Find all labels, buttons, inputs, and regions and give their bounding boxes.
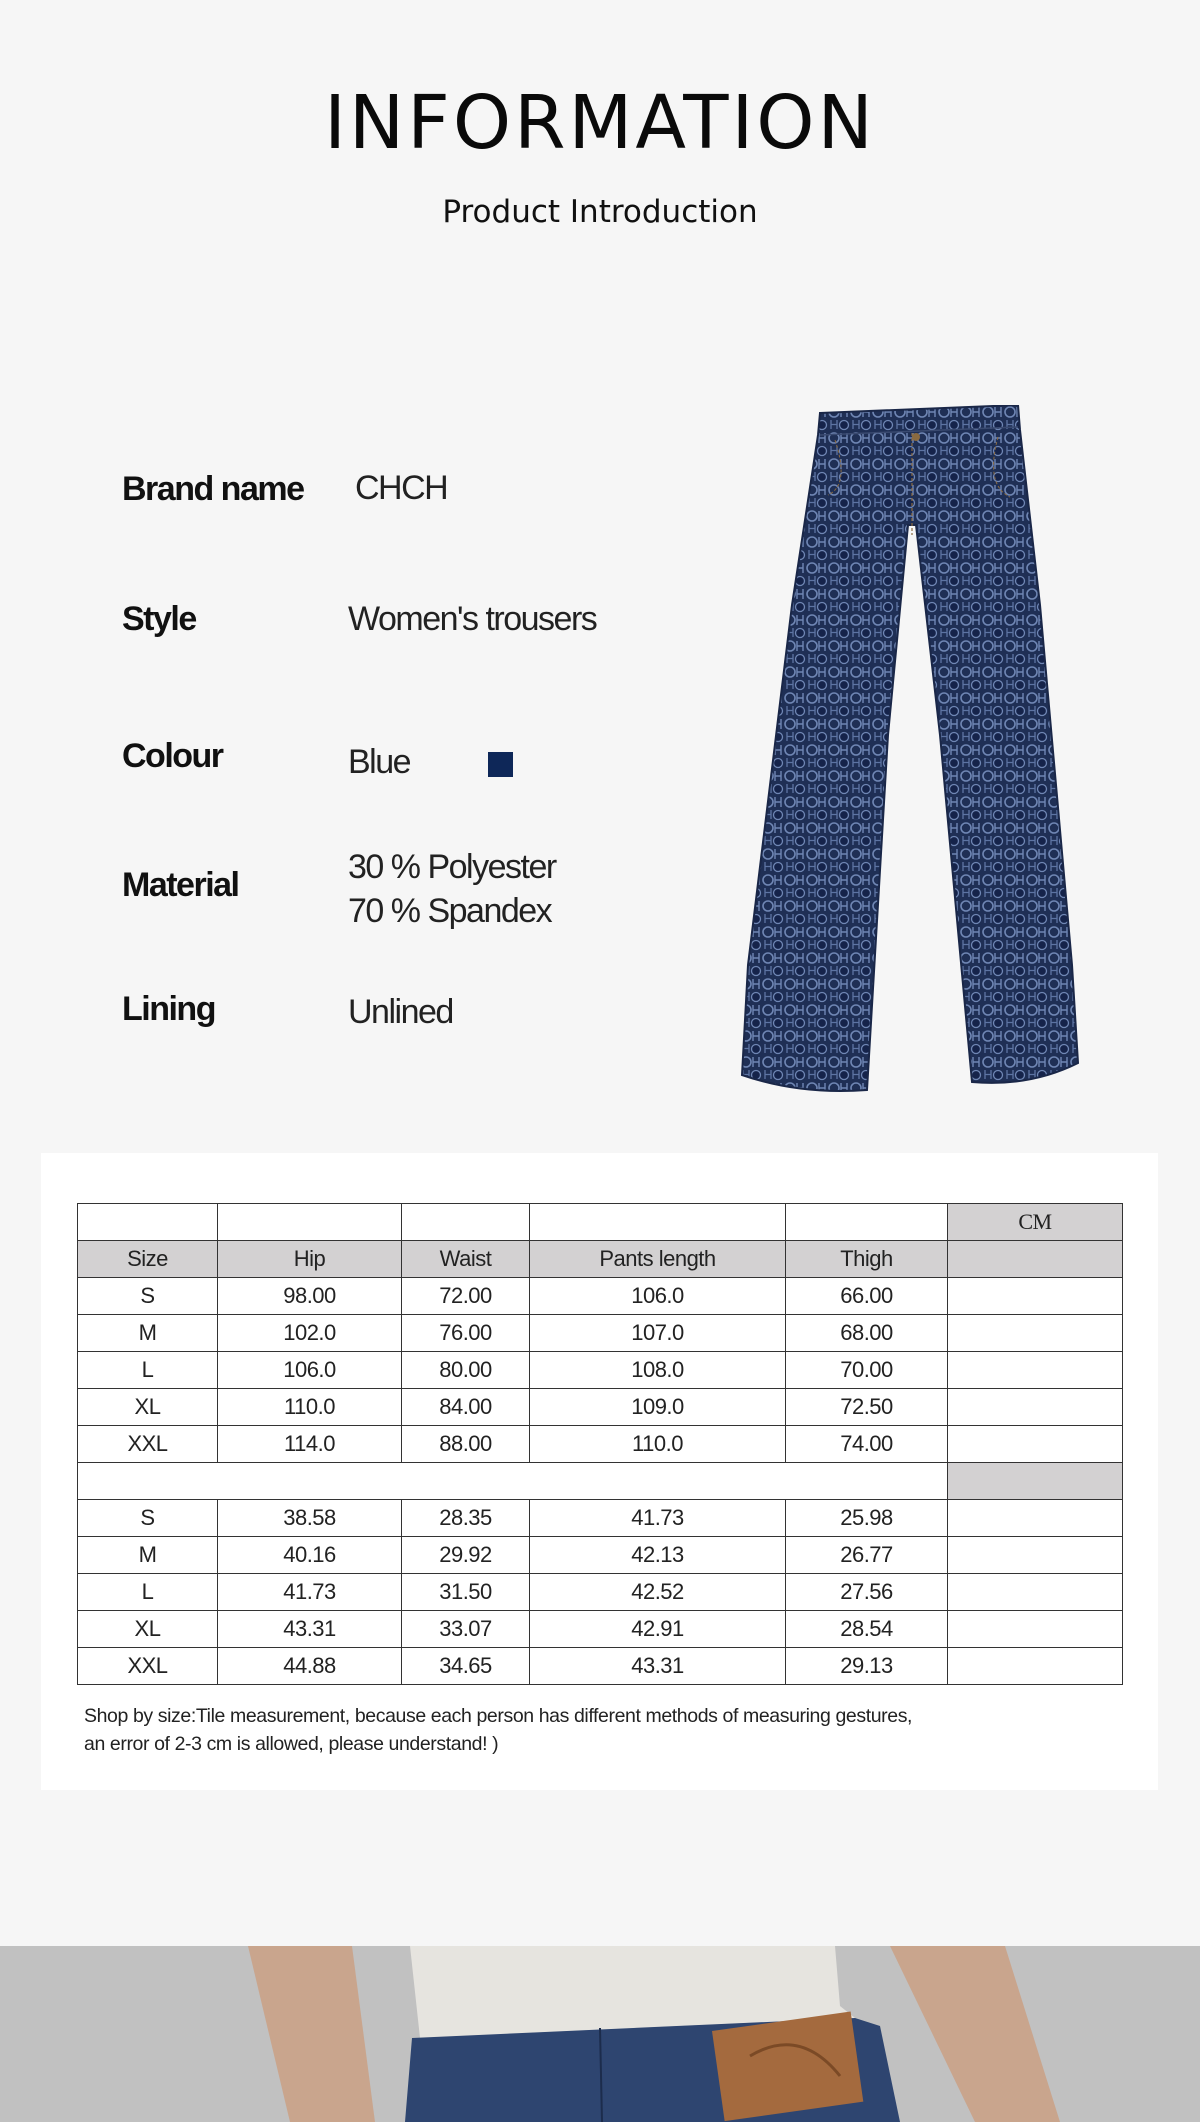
measurement-cell: 106.0 [218, 1352, 402, 1389]
model-photo [0, 1946, 1200, 2122]
material-line-1: 30 % Polyester [348, 848, 556, 886]
measurement-cell: 72.50 [786, 1389, 948, 1426]
table-row-blank-top [78, 1204, 1123, 1241]
measurement-cell: 41.73 [218, 1574, 402, 1611]
spec-material-value [348, 845, 556, 933]
measurement-cell: 70.00 [786, 1352, 948, 1389]
measurement-cell: 72.00 [402, 1278, 530, 1315]
measurement-cell: 42.13 [530, 1537, 786, 1574]
size-cell: XXL [78, 1648, 218, 1685]
size-chart-table [77, 1203, 1123, 1685]
table-header-row [78, 1241, 1123, 1278]
measurement-cell: 42.91 [530, 1611, 786, 1648]
col-header-pants-length: Pants length [530, 1241, 786, 1278]
size-cell: S [78, 1278, 218, 1315]
table-row [78, 1315, 1123, 1352]
spec-lining-label: Lining [122, 990, 215, 1028]
material-line-2: 70 % Spandex [348, 892, 552, 930]
measurement-cell: 80.00 [402, 1352, 530, 1389]
spec-material-label: Material [122, 866, 239, 904]
measurement-cell: 31.50 [402, 1574, 530, 1611]
size-cell: XXL [78, 1426, 218, 1463]
spec-lining-value: Unlined [348, 993, 453, 1031]
table-row [78, 1389, 1123, 1426]
size-note-line-2: an error of 2-3 cm is allowed, please understand! ) [84, 1733, 499, 1755]
measurement-cell: 114.0 [218, 1426, 402, 1463]
measurement-cell: 109.0 [530, 1389, 786, 1426]
table-row [78, 1352, 1123, 1389]
measurement-cell: 106.0 [530, 1278, 786, 1315]
measurement-cell: 26.77 [786, 1537, 948, 1574]
measurement-cell: 29.13 [786, 1648, 948, 1685]
measurement-cell: 41.73 [530, 1500, 786, 1537]
table-row [78, 1426, 1123, 1463]
table-row [78, 1648, 1123, 1685]
size-cell: M [78, 1315, 218, 1352]
wide-leg-jeans-image [740, 405, 1085, 1095]
page-subtitle: Product Introduction [442, 194, 758, 230]
measurement-cell: 38.58 [218, 1500, 402, 1537]
measurement-cell: 107.0 [530, 1315, 786, 1352]
measurement-cell: 66.00 [786, 1278, 948, 1315]
measurement-cell: 84.00 [402, 1389, 530, 1426]
spec-style-label: Style [122, 600, 196, 638]
table-row [78, 1611, 1123, 1648]
size-cell: S [78, 1500, 218, 1537]
measurement-cell: 88.00 [402, 1426, 530, 1463]
measurement-cell: 43.31 [218, 1611, 402, 1648]
measurement-cell: 40.16 [218, 1537, 402, 1574]
size-cell: M [78, 1537, 218, 1574]
size-cell: L [78, 1574, 218, 1611]
measurement-cell: 25.98 [786, 1500, 948, 1537]
table-row [78, 1537, 1123, 1574]
spec-style-value: Women's trousers [348, 600, 597, 638]
measurement-cell: 43.31 [530, 1648, 786, 1685]
col-header-waist: Waist [402, 1241, 530, 1278]
page-title: INFORMATION [324, 80, 876, 166]
measurement-cell: 76.00 [402, 1315, 530, 1352]
table-row [78, 1574, 1123, 1611]
size-cell: XL [78, 1611, 218, 1648]
measurement-cell: 29.92 [402, 1537, 530, 1574]
measurement-cell: 33.07 [402, 1611, 530, 1648]
spec-colour-value: Blue [348, 743, 411, 781]
measurement-cell: 34.65 [402, 1648, 530, 1685]
measurement-cell: 28.54 [786, 1611, 948, 1648]
unit-label: CM [948, 1204, 1123, 1241]
spec-brand-value: CHCH [355, 469, 448, 507]
col-header-size: Size [78, 1241, 218, 1278]
spec-colour-label: Colour [122, 737, 223, 775]
colour-swatch [488, 752, 513, 777]
size-note [84, 1702, 1084, 1758]
col-header-thigh: Thigh [786, 1241, 948, 1278]
size-cell: XL [78, 1389, 218, 1426]
measurement-cell: 110.0 [218, 1389, 402, 1426]
measurement-cell: 74.00 [786, 1426, 948, 1463]
measurement-cell: 68.00 [786, 1315, 948, 1352]
table-row [78, 1500, 1123, 1537]
table-row-divider [78, 1463, 1123, 1500]
measurement-cell: 110.0 [530, 1426, 786, 1463]
spec-brand-label: Brand name [122, 470, 304, 508]
measurement-cell: 27.56 [786, 1574, 948, 1611]
measurement-cell: 102.0 [218, 1315, 402, 1352]
measurement-cell: 108.0 [530, 1352, 786, 1389]
size-cell: L [78, 1352, 218, 1389]
col-header-hip: Hip [218, 1241, 402, 1278]
measurement-cell: 44.88 [218, 1648, 402, 1685]
size-note-line-1: Shop by size:Tile measurement, because each person has different methods of measuring gestures, [84, 1705, 913, 1727]
measurement-cell: 28.35 [402, 1500, 530, 1537]
table-row [78, 1278, 1123, 1315]
measurement-cell: 98.00 [218, 1278, 402, 1315]
measurement-cell: 42.52 [530, 1574, 786, 1611]
